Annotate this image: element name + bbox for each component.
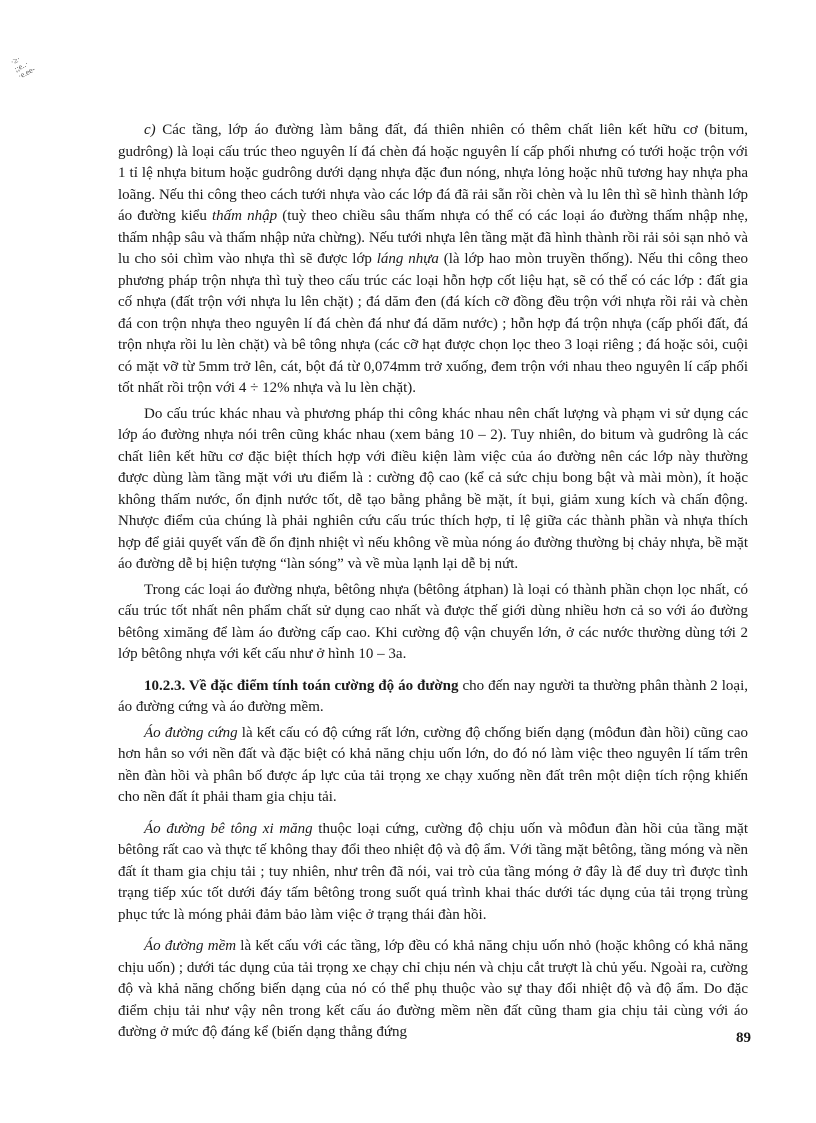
paragraph-quality-comparison xyxy=(118,404,748,576)
page-body xyxy=(118,120,748,1044)
paragraph-cement-concrete xyxy=(118,819,748,927)
paragraph-flexible-pavement xyxy=(118,936,748,1044)
section-heading: 10.2.3. Về đặc điểm tính toán cường độ áo đường xyxy=(144,677,459,694)
corner-speckle-mark: ·≥· ;;e..· ·e.ee- xyxy=(8,54,37,81)
term-lang-nhua: láng nhựa xyxy=(376,251,439,267)
text-run: là kết cấu có độ cứng rất lớn, cường độ chống biến dạng (môđun đàn hồi) cũng cao hơn hẳn so với nền đất và đặc biệt có khả năng chịu uốn lớn, do đó nó làm việc theo nguyên lí tấm trên nền đàn hồi và phân bố được áp lực của tải trọng xe chạy xuống nền đất trên một diện tích rộng khiến cho nền đất ít phải tham gia chịu tải. xyxy=(118,724,748,805)
item-label: c) xyxy=(144,122,156,138)
text-run: Do cấu trúc khác nhau và phương pháp thi công khác nhau nên chất lượng và phạm vi sử dụng các lớp áo đường nhựa nói trên cũng khác nhau (xem bảng 10 – 2). Tuy nhiên, do bitum và gudrông là các chất liên kết hữu cơ đặc biệt thích hợp với điều kiện làm việc của áo đường nên các lớp này thường được dùng làm tầng mặt với ưu điểm là : cường độ cao (kể cả sức chịu bong bật và mài mòn), ít hoặc không thấm nước, ổn định nước tốt, dễ tạo bằng phẳng bề mặt, ít bụi, giảm xung kích và chấn động. Nhược điểm của chúng là phải nghiên cứu cấu trúc thích hợp, tỉ lệ giữa các thành phần và nhựa thích hợp để giải quyết vấn đề ổn định nhiệt vì nếu không về mùa nóng áo đường thường bị chảy nhựa, bề mặt áo đường dễ bị hiện tượng “làn sóng” và về mùa lạnh lại dễ bị nứt. xyxy=(118,405,748,572)
text-run: là kết cấu với các tầng, lớp đều có khả năng chịu uốn nhỏ (hoặc không có khả năng chịu uốn) ; dưới tác dụng của tải trọng xe chạy chỉ chịu nén và chịu cắt trượt là chủ yếu. Ngoài ra, cường độ và khả năng chống biến dạng của nó có thể phụ thuộc vào sự thay đổi nhiệt độ và độ ẩm. Do đặc điểm chịu tải như vậy nên trong kết cấu áo đường mềm nền đất cũng tham gia chịu tải cùng với áo đường ở mức độ đáng kể (biến dạng thẳng đứng xyxy=(118,938,749,1040)
paragraph-rigid-pavement xyxy=(118,723,748,809)
text-run: Các tầng, lớp áo đường làm bằng đất, đá thiên nhiên có thêm chất liên kết hữu cơ (bitum, gudrông) là loại cấu trúc theo nguyên lí đá chèn đá hoặc nguyên lí cấp phối nhưng có tưới hoặc trộn với 1 tỉ lệ nhựa bitum hoặc gudrông dưới dạng nhựa đặc đun nóng, nhựa lỏng hoặc nhũ tương hay nhựa pha loãng. Nếu thi công theo cách tưới nhựa vào các lớp đá đã rải sẵn rồi chèn và lu lên thì sẽ hình thành lớp áo đường kiểu xyxy=(118,122,748,224)
text-run: thuộc loại cứng, cường độ chịu uốn và môđun đàn hồi của tầng mặt bêtông rất cao và thực tế không thay đổi theo nhiệt độ và độ ẩm. Với tầng mặt bêtông, tầng móng và nền đất ít tham gia chịu tải ; tuy nhiên, như trên đã nói, vai trò của tầng móng ở đây là để duy trì được tình trạng tiếp xúc tốt dưới đáy tấm bêtông trong suốt quá trình khai thác dưới tác dụng của tải trọng trùng phục tức là móng phải đảm bảo làm việc ở trạng thái đàn hồi. xyxy=(118,820,748,923)
term-ao-duong-cung: Áo đường cứng xyxy=(144,724,238,741)
text-run: Trong các loại áo đường nhựa, bêtông nhựa (bêtông átphan) là loại có thành phần chọn lọc nhất, có cấu trúc tốt nhất nên phẩm chất sử dụng cao nhất và được thế giới dùng nhiều hơn cả so với áo đường bêtông ximăng để làm áo đường cấp cao. Khi cường độ vận chuyển lớn, ở các nước thường dùng tới 2 lớp bêtông nhựa với kết cấu như ở hình 10 – 3a. xyxy=(118,581,748,662)
section-10-2-3 xyxy=(118,676,748,719)
text-run: (là lớp hao mòn truyền thống). Nếu thi công theo phương pháp trộn nhựa thì tuỳ theo cấu trúc các loại hỗn hợp cốt liệu hạt, sẽ có thể có các lớp : đất gia cố nhựa (đất trộn với nhựa lu lên chặt) ; đá dăm đen (đá kích cỡ đồng đều trộn với nhựa rồi rải và chèn đá con trộn nhựa theo nguyên lí đá chèn đá như đá dăm nước) ; hỗn hợp đá trộn nhựa (cấp phối đất, đá trộn nhựa rồi lu lèn chặt) và bê tông nhựa (các cỡ hạt được chọn lọc theo 3 loại riêng ; đá hoặc sỏi, cuội có mặt vỡ từ 5mm trở lên, cát, bột đá từ 0,074mm trở xuống, đem trộn với nhau theo nguyên lí cấp phối tốt nhất rồi trộn với 4 ÷ 12% nhựa và lu lèn chặt). xyxy=(118,251,748,396)
text-run: cho đến nay người ta thường phân thành 2 loại, áo đường cứng và áo đường mềm. xyxy=(118,677,748,715)
paragraph-asphalt-concrete xyxy=(118,580,748,666)
term-tham-nhap: thấm nhập xyxy=(211,208,278,224)
paragraph-c-surface-layers xyxy=(118,120,748,400)
term-be-tong-xi-mang: Áo đường bê tông xi măng xyxy=(144,820,313,837)
text-run: (tuỳ theo chiều sâu thấm nhựa có thể có các loại áo đường thấm nhập nhẹ, thấm nhập sâu và thấm nhập nửa chừng). Nếu tưới nhựa lên tầng mặt đã hình thành rồi rải sỏi sạn nhỏ và lu cho sỏi chìm vào nhựa thì sẽ được lớp xyxy=(118,208,748,267)
page-number: 89 xyxy=(736,1030,751,1046)
term-ao-duong-mem: Áo đường mềm xyxy=(144,938,237,954)
